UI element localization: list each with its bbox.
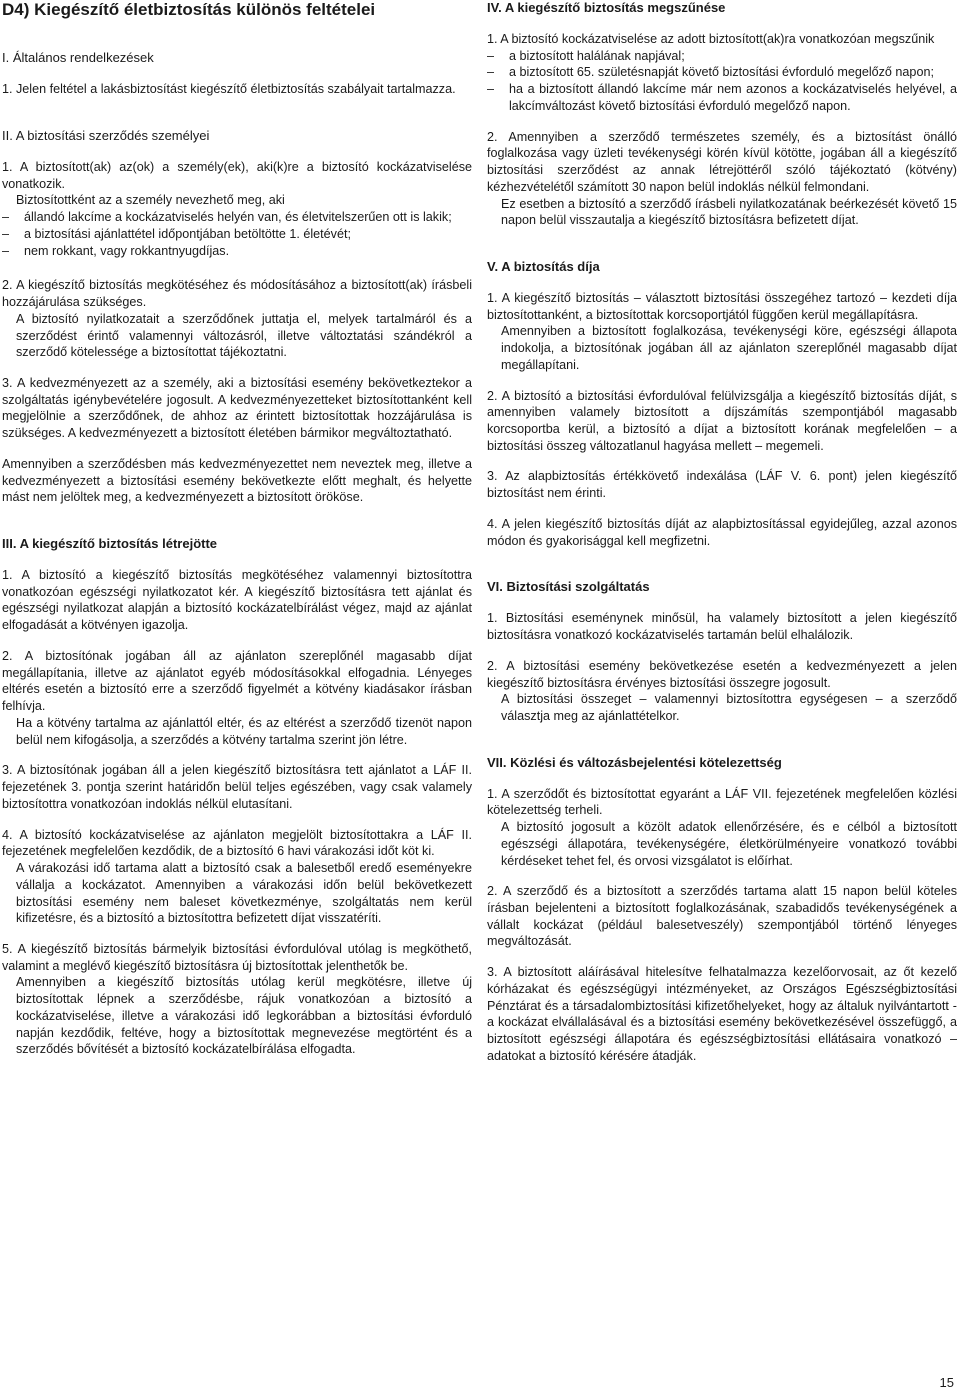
- section-3-paragraph-2a: 2. A biztosítónak jogában áll az ajánlaton szereplőnél magasabb díjat megállapítania, illetve az ajánlatot egyéb módosításokkal elfogadnia. Lényeges eltérés esetén a biztosító erre a szerződő figyelmét a kötvény kiadásakor írásban felhívja.: [2, 648, 472, 714]
- section-6-paragraph-2a: 2. A biztosítási esemény bekövetkezése esetén a kedvezményezett a jelen kiegészítő biztosításra érvényes biztosítási összegre jogosult.: [487, 658, 957, 690]
- section-2-dash-item: – állandó lakcíme a kockázatviselés helyén van, és életvitelszerűen ott is lakik;: [2, 210, 452, 225]
- right-column: [487, 0, 957, 1065]
- section-7-paragraph-1b: A biztosító jogosult a közölt adatok ellenőrzésére, és e célból a biztosított egészségi állapotára, tevékenységére, életkörülményeire vonatkozó további kérdéseket tehet fel, és orvosi vizsgálatot is előírhat.: [501, 820, 957, 868]
- document-title: D4) Kiegészítő életbiztosítás különös feltételei: [2, 0, 376, 19]
- section-5-heading: V. A biztosítás díja: [487, 258, 600, 274]
- section-7-paragraph-3: 3. A biztosított aláírásával hitelesítve felhatalmazza kezelőorvosait, az őt kezelő kórházakat és egészségügyi intézményeket, az Országos Egészségbiztosítási Pénztárat és a társadalombiztosítási kifizetőhelyeket, hogy az általuk nyilvántartott - a kockázat elvállalásával és a biztosítási esemény bekövetkezésével összefüggő, a biztosított egészségi állapotára és egészségbiztosítási ellátásaira vonatkozó – adatokat a biztosító kérésére átadják.: [487, 965, 957, 1063]
- section-4-paragraph-2a: 2. Amennyiben a szerződő természetes személy, és a biztosítást önálló foglalkozása vagy üzleti tevékenységi körén kívül kötötte, jogában áll a kiegészítő biztosítási szerződést az annak létrejöttéről szóló tájékoztató (kötvény) kézhezvételétől számított 30 napon belül indoklás nélkül felmondani.: [487, 129, 957, 194]
- section-4-dash-item: – a biztosított 65. születésnapját követő biztosítási évforduló megelőző napon;: [487, 65, 934, 80]
- section-5-paragraph-1a: 1. A kiegészítő biztosítás – választott biztosítási összegéhez tartozó – kezdeti díja biztosítottanként, a biztosítottak korcsoportjától függően kerül megállapításra.: [487, 290, 957, 322]
- page-number: 15: [939, 1375, 954, 1390]
- section-2-paragraph-2b: A biztosító nyilatkozatait a szerződőnek juttatja el, melyek tartalmáról és a szerződést érintő valamennyi változásról, illetve változtatási szándékról a szerződő kötelessége a biztosítottat tájékoztatni.: [16, 311, 472, 360]
- section-6-paragraph-1: 1. Biztosítási eseménynek minősül, ha valamely biztosított a jelen kiegészítő biztosításra vonatkozó kockázatviselés tartamán belül elhalálozik.: [487, 611, 957, 643]
- section-4-dash-item: – ha a biztosított állandó lakcíme már nem azonos a kockázatviselés helyével, a lakcímváltozást követő biztosítási évforduló megelőző napon.: [487, 82, 957, 113]
- section-2-paragraph-1b: Biztosítottként az a személy nevezhető meg, aki: [16, 193, 285, 208]
- section-2-dash-item: – a biztosítási ajánlattétel időpontjában betöltötte 1. életévét;: [2, 226, 351, 241]
- section-2-paragraph-3: 3. A kedvezményezett az a személy, aki a biztosítási esemény bekövetkeztekor a szolgáltatás igénybevételére jogosult. A kedvezményezetteket biztosítottanként kell megjelölnie a szerződőnek, de ahhoz az érintett biztosítottak hozzájárulása is szükséges. A kedvezményezett a biztosított életében bármikor megváltoztatható.: [2, 375, 472, 441]
- section-5-paragraph-3: 3. Az alapbiztosítás értékkövető indexálása (LÁF V. 6. pont) jelen kiegészítő biztosítást nem érinti.: [487, 469, 957, 501]
- section-4-paragraph-1: 1. A biztosító kockázatviselése az adott biztosított(ak)ra vonatkozóan megszűnik: [487, 31, 935, 46]
- section-1-paragraph-1: 1. Jelen feltétel a lakásbiztosítást kiegészítő életbiztosítás szabályait tartalmazza.: [2, 82, 456, 97]
- left-column: [2, 0, 472, 1058]
- section-4-paragraph-2b: Ez esetben a biztosító a szerződő írásbeli nyilatkozatának beérkezését követő 15 napon belül visszautalja a kiegészítő biztosításra befizetett díjat.: [501, 196, 957, 228]
- section-2-paragraph-4: Amennyiben a szerződésben más kedvezményezettet nem neveztek meg, illetve a kedvezményezett a biztosítási esemény bekövetkezte előtt meghalt, és helyette mást nem jelöltek meg, a kedvezményezett a biztosított örököse.: [2, 456, 472, 505]
- section-5-paragraph-2: 2. A biztosító a biztosítási évfordulóval felülvizsgálja a kiegészítő biztosítás díját, s amennyiben valamely biztosított a díjszámítás szempontjából magasabb korcsoportba kerül, a biztosító a díjat a biztosított korának megfelelően – a biztosítási összeg változatlanul hagyása mellett – megemeli.: [487, 388, 957, 453]
- section-3-paragraph-4a: 4. A biztosító kockázatviselése az ajánlaton megjelölt biztosítottakra a LÁF II. fejezetének megfelelően kezdődik, de a biztosító 6 havi várakozási időt köt ki.: [2, 827, 472, 859]
- section-6-heading: VI. Biztosítási szolgáltatás: [487, 579, 650, 595]
- section-7-paragraph-1a: 1. A szerződőt és biztosítottat egyaránt a LÁF VII. fejezetének megfelelően közlési kötelezettség terheli.: [487, 786, 957, 818]
- section-4-heading: IV. A kiegészítő biztosítás megszűnése: [487, 0, 726, 15]
- section-5-paragraph-1b: Amennyiben a biztosított foglalkozása, tevékenységi köre, egészségi állapota indokolja, a biztosítónak jogában áll az ajánlaton szereplőnél magasabb díjat megállapítani.: [501, 324, 957, 372]
- section-2-heading: II. A biztosítási szerződés személyei: [2, 128, 210, 144]
- section-3-paragraph-2b: Ha a kötvény tartalma az ajánlattól eltér, és az eltérést a szerződő tizenöt napon belül nem kifogásolja, a szerződés a kötvény tartalma szerint jön létre.: [16, 715, 472, 747]
- section-3-paragraph-1: 1. A biztosító a kiegészítő biztosítás megkötéséhez valamennyi biztosítottra vonatkozóan egészségi nyilatkozatot kér. A kiegészítő biztosításra tett ajánlat és egészségi nyilatkozat alapján a biztosító kockázatelbírálást végez, majd az ajánlat elfogadását a kötvényen igazolja.: [2, 568, 472, 633]
- section-2-dash-item: – nem rokkant, vagy rokkantnyugdíjas.: [2, 243, 230, 258]
- section-2-paragraph-1a: 1. A biztosított(ak) az(ok) a személy(ek), aki(k)re a biztosító kockázatviselése vonatkozik.: [2, 159, 472, 191]
- section-3-paragraph-5b: Amennyiben a kiegészítő biztosítás utólag kerül megkötésre, illetve új biztosítottak lépnek a szerződésbe, rájuk vonatkozóan a biztosító a kockázatviselése, illetve a várakozási idő legkorábban a biztosítási évforduló napján kezdődik, feltéve, hogy a biztosítottak megnevezése megtörtént és a szerződés bővítését a biztosító kockázatelbírálása elfogadta.: [16, 975, 472, 1057]
- section-5-paragraph-4: 4. A jelen kiegészítő biztosítás díját az alapbiztosítással egyidejűleg, azzal azonos módon és gyakorisággal kell megfizetni.: [487, 516, 957, 548]
- section-6-paragraph-2b: A biztosítási összeget – valamennyi biztosítottra egységesen – a szerződő választja meg az ajánlattételkor.: [501, 692, 957, 723]
- section-7-heading: VII. Közlési és változásbejelentési kötelezettség: [487, 754, 782, 770]
- section-3-paragraph-5a: 5. A kiegészítő biztosítás bármelyik biztosítási évfordulóval utólag is megköthető, valamint a meglévő kiegészítő biztosításra új biztosítottak jelenthetők be.: [2, 941, 472, 973]
- section-3-heading: III. A kiegészítő biztosítás létrejötte: [2, 536, 218, 552]
- section-3-paragraph-4b: A várakozási idő tartama alatt a biztosító csak a balesetből eredő eseményekre vállalja a kockázatot. Amennyiben a várakozási időn belül bekövetkezett biztosítási esemény nem baleset következménye, szolgáltatás nem kerül kifizetésre, és a biztosító a biztosítottra befizetett díjat visszatéríti.: [16, 861, 472, 926]
- section-1-heading: I. Általános rendelkezések: [2, 50, 154, 66]
- section-7-paragraph-2: 2. A szerződő és a biztosított a szerződés tartama alatt 15 napon belül köteles írásban bejelenteni a biztosított foglalkozásának, szabadidős tevékenységének a vállalt kockázat (például balesetveszély) szempontjából történő lényeges megváltozását.: [487, 884, 957, 949]
- section-2-paragraph-2a: 2. A kiegészítő biztosítás megkötéséhez és módosításához a biztosított(ak) írásbeli hozzájárulása szükséges.: [2, 278, 472, 310]
- section-3-paragraph-3: 3. A biztosítónak jogában áll a jelen kiegészítő biztosításra tett ajánlatot a LÁF II. fejezetének 3. pontja szerint határidőn belül teljes egészében, vagy csak valamely biztosítottra vonatkozóan indoklás nélkül elutasítani.: [2, 763, 472, 811]
- section-4-dash-item: – a biztosított halálának napjával;: [487, 48, 685, 63]
